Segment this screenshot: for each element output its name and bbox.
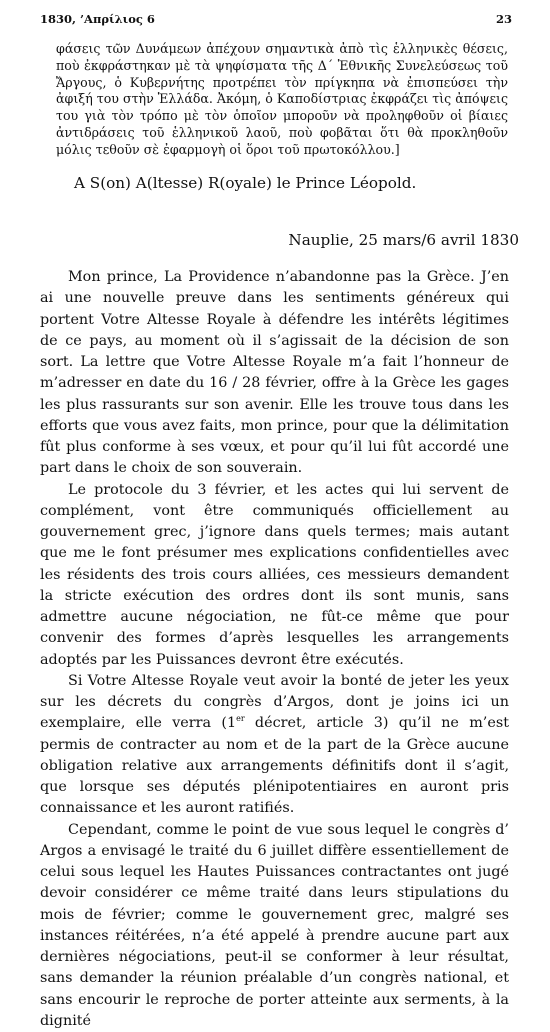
body-paragraph: Mon prince, La Providence n’abandonne pas la Grèce. J’en ai une nouvelle preuve dans les sentiments généreux qui portent Votre Altesse Royale à défendre les intérêts légitimes de ce pays, au moment où il s’agissait de la décision de son sort. La lettre que Votre Altesse Royale m’a fait l’honneur de m’adresser en date du 16 / 28 février, offre à la Grèce les gages les plus rassurants sur son avenir. Elle les trouve tous dans les efforts que vous avez faits, mon prince, pour que la délimitation fût plus conforme à ses vœux, et pour qu’il lui fût accordé une part dans le choix de son souverain. (40, 267, 509, 480)
page-number: 23 (496, 12, 512, 26)
letter-body (40, 267, 509, 1032)
paragraph-text: décret, article 3) qu’il ne m’est permis de contracter au nom et de la part de la Grèce aucune obligation relative aux arrangements définitifs dont il s’agit, que lorsque ses députés plénipotentiaires en auront pris connaissance et les auront ratifiés. (40, 715, 509, 816)
paragraph-text: Si Votre Altesse Royale veut avoir la bonté de jeter les yeux sur les décrets du congrès d’Argos, dont je joins ici un exemplaire, elle verra (1 (40, 673, 509, 732)
superscript-ordinal: er (236, 714, 245, 723)
running-head (40, 12, 512, 26)
running-head-date: 1830, ’Απρίλιος 6 (40, 12, 155, 26)
letter-addressee: A S(on) A(ltesse) R(oyale) le Prince Léopold. (74, 174, 416, 192)
greek-summary-note: φάσεις τῶν Δυνάμεων ἀπέχουν σημαντικὰ ἀπὸ τὶς ἑλληνικὲς θέσεις, ποὺ ἐκφράστηκαν μὲ τὰ ψηφίσματα τῆς Δ΄ Ἐθνικῆς Συνελεύσεως τοῦ Ἄργους, ὁ Κυβερνήτης προτρέπει τὸν πρίγκηπα νὰ ἐπισπεύσει τὴν ἀφιξή του στὴν Ἑλλάδα. Ἀκόμη, ὁ Καποδίστριας ἐκφράζει τὶς ἀπόψεις του γιὰ τὸν τρόπο μὲ τὸν ὁποῖον μποροῦν νὰ προληφθοῦν οἱ βίαιες ἀντιδράσεις τοῦ ἑλληνικοῦ λαοῦ, ποὺ φοβᾶται ὅτι θὰ προκληθοῦν μόλις τεθοῦν σὲ ἐφαρμογὴ οἱ ὅροι τοῦ πρωτοκόλλου.] (56, 41, 508, 159)
body-paragraph: Cependant, comme le point de vue sous lequel le congrès d’ Argos a envisagé le traité du 6 juillet diffère essentiellement de celui sous lequel les Hautes Puissances contractantes ont jugé devoir considérer ce même traité dans leurs stipulations du mois de février; comme le gouvernement grec, malgré ses instances réitérées, n’a été appelé à prendre aucune part aux dernières négociations, peut-il se conformer à leur résultat, sans demander la réunion préalable d’un congrès national, et sans encourir le reproche de porter atteinte aux serments, à la dignité (40, 820, 509, 1032)
body-paragraph (40, 671, 509, 820)
letter-dateline: Nauplie, 25 mars/6 avril 1830 (288, 231, 519, 249)
body-paragraph: Le protocole du 3 février, et les actes qui lui servent de complément, vont être communiqués officiellement au gouvernement grec, j’ignore dans quels termes; mais autant que me le font présumer mes explications confidentielles avec les résidents des trois cours alliées, ces messieurs demandent la stricte exécution des ordres dont ils sont munis, sans admettre aucune négociation, ne fût-ce même que pour convenir des formes d’après lesquelles les arrangements adoptés par les Puissances devront être exécutés. (40, 480, 509, 671)
